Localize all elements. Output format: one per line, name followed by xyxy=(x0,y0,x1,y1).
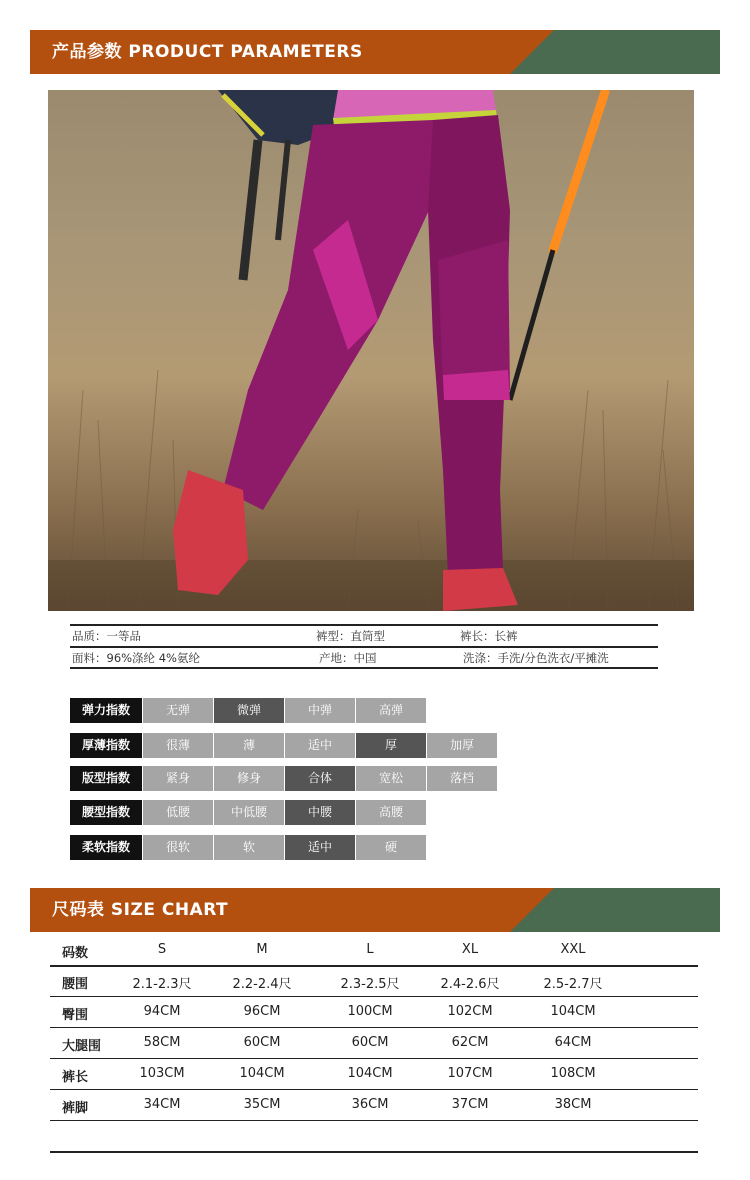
size-cell: 62CM xyxy=(451,1035,489,1050)
size-divider xyxy=(50,965,698,967)
param-fabric: 面料：96%涤纶 4%氨纶 xyxy=(72,651,200,665)
param-washing: 洗涤：手洗/分色洗衣/平摊洗 xyxy=(463,651,609,665)
index-option: 中低腰 xyxy=(214,800,284,825)
index-row xyxy=(70,800,426,825)
size-cell: 104CM xyxy=(347,1066,393,1081)
size-bottom-line xyxy=(50,1151,698,1153)
size-divider xyxy=(50,996,698,997)
param-divider xyxy=(70,667,658,669)
index-row xyxy=(70,698,426,723)
index-label: 腰型指数 xyxy=(70,800,142,825)
size-cell: 103CM xyxy=(139,1066,185,1081)
size-cell: 100CM xyxy=(347,1004,393,1019)
size-row-label: 腰围 xyxy=(62,977,89,992)
size-cell: 107CM xyxy=(447,1066,493,1081)
size-chart-banner xyxy=(30,888,720,932)
size-cell: 64CM xyxy=(554,1035,592,1050)
size-cell: 60CM xyxy=(243,1035,281,1050)
index-option: 修身 xyxy=(214,766,284,791)
index-option-selected: 适中 xyxy=(285,835,355,860)
index-option: 低腰 xyxy=(143,800,213,825)
index-row xyxy=(70,766,497,791)
size-divider xyxy=(50,1058,698,1059)
index-option: 适中 xyxy=(285,733,355,758)
index-option: 很薄 xyxy=(143,733,213,758)
index-option: 很软 xyxy=(143,835,213,860)
size-cell: 38CM xyxy=(554,1097,592,1112)
size-cell: 58CM xyxy=(143,1035,181,1050)
size-row-label: 臀围 xyxy=(62,1008,89,1023)
size-row-label: 裤长 xyxy=(62,1070,89,1085)
index-label: 弹力指数 xyxy=(70,698,142,723)
size-cell: 2.3-2.5尺 xyxy=(340,977,400,992)
index-option: 中弹 xyxy=(285,698,355,723)
product-photo xyxy=(48,90,694,611)
index-option: 紧身 xyxy=(143,766,213,791)
size-cell: 108CM xyxy=(550,1066,596,1081)
banner-title: 尺码表 SIZE CHART xyxy=(52,900,229,920)
param-origin: 产地：中国 xyxy=(319,651,377,665)
size-cell: 36CM xyxy=(351,1097,389,1112)
size-cell: 94CM xyxy=(143,1004,181,1019)
index-option-selected: 中腰 xyxy=(285,800,355,825)
index-option: 高弹 xyxy=(356,698,426,723)
index-label: 版型指数 xyxy=(70,766,142,791)
index-label: 柔软指数 xyxy=(70,835,142,860)
size-cell: 102CM xyxy=(447,1004,493,1019)
size-cell: 2.4-2.6尺 xyxy=(440,977,500,992)
size-divider xyxy=(50,1089,698,1090)
size-header-cell: M xyxy=(256,942,268,957)
param-row xyxy=(70,626,658,646)
param-pants-length: 裤长：长裤 xyxy=(460,629,518,643)
size-row-label: 大腿围 xyxy=(62,1039,102,1054)
index-option: 加厚 xyxy=(427,733,497,758)
param-quality: 品质：一等品 xyxy=(72,629,141,643)
size-cell: 35CM xyxy=(243,1097,281,1112)
size-cell: 2.2-2.4尺 xyxy=(232,977,292,992)
size-cell: 34CM xyxy=(143,1097,181,1112)
size-cell: 2.1-2.3尺 xyxy=(132,977,192,992)
size-header-cell: L xyxy=(366,942,374,957)
size-cell: 37CM xyxy=(451,1097,489,1112)
product-parameters-banner xyxy=(30,30,720,74)
index-option-selected: 厚 xyxy=(356,733,426,758)
index-option: 硬 xyxy=(356,835,426,860)
size-row-label: 裤脚 xyxy=(62,1101,89,1116)
size-cell: 104CM xyxy=(239,1066,285,1081)
index-option: 软 xyxy=(214,835,284,860)
size-header-cell: XL xyxy=(461,942,479,957)
size-header-label: 码数 xyxy=(62,946,89,961)
size-header-cell: XXL xyxy=(560,942,586,957)
size-cell: 2.5-2.7尺 xyxy=(543,977,603,992)
banner-title: 产品参数 PRODUCT PARAMETERS xyxy=(52,42,363,62)
index-label: 厚薄指数 xyxy=(70,733,142,758)
param-pants-type: 裤型：直筒型 xyxy=(316,629,385,643)
size-cell: 104CM xyxy=(550,1004,596,1019)
param-row xyxy=(70,648,658,668)
size-header-cell: S xyxy=(157,942,167,957)
index-option: 薄 xyxy=(214,733,284,758)
index-option: 无弹 xyxy=(143,698,213,723)
index-option-selected: 微弹 xyxy=(214,698,284,723)
size-cell: 60CM xyxy=(351,1035,389,1050)
index-row xyxy=(70,835,426,860)
index-row xyxy=(70,733,497,758)
index-option: 落档 xyxy=(427,766,497,791)
index-option: 高腰 xyxy=(356,800,426,825)
index-option-selected: 合体 xyxy=(285,766,355,791)
size-divider xyxy=(50,1120,698,1121)
index-option: 宽松 xyxy=(356,766,426,791)
size-divider xyxy=(50,1027,698,1028)
size-cell: 96CM xyxy=(243,1004,281,1019)
